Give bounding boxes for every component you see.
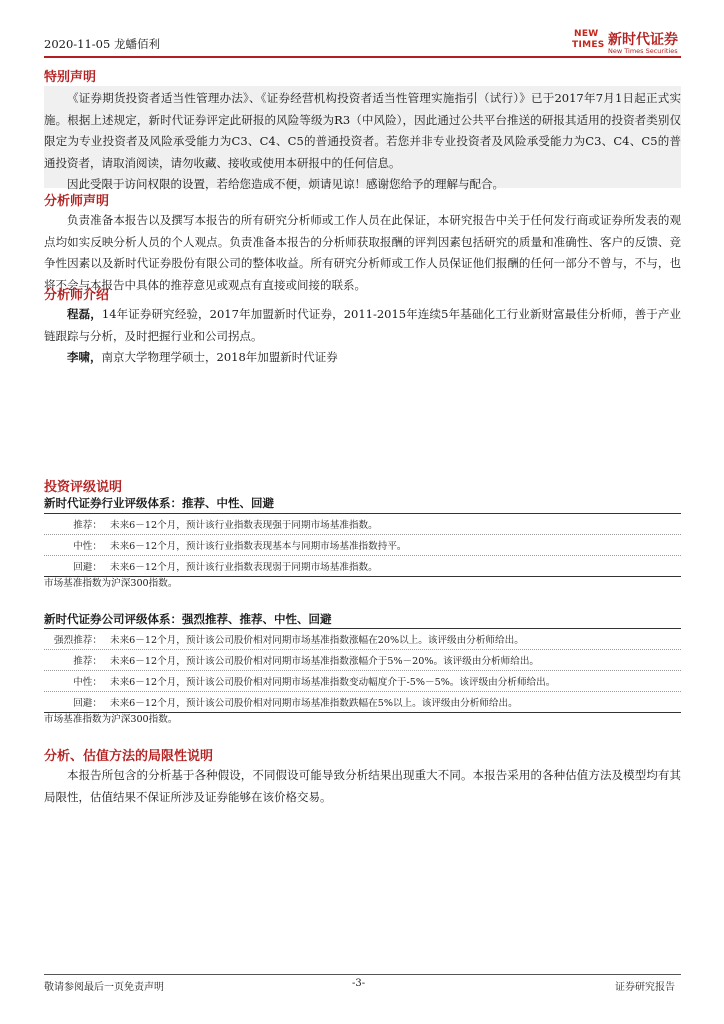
limitation-body — [44, 765, 681, 808]
header-divider — [44, 56, 681, 58]
analyst-intro-1: 程磊，14年证券研究经验，2017年加盟新时代证券，2011-2015年连续5年基础化工行业新财富最佳分析师，善于产业链跟踪与分析，及时把握行业和公司拐点。 — [44, 307, 681, 343]
table-row: 中性： 未来6－12个月，预计该行业指数表现基本与同期市场基准指数持平。 — [44, 535, 681, 556]
footer-divider — [44, 974, 681, 975]
analyst-statement-title: 分析师声明 — [44, 194, 110, 209]
table-row: 推荐： 未来6－12个月，预计该行业指数表现强于同期市场基准指数。 — [44, 514, 681, 535]
analyst-statement-body — [44, 210, 681, 296]
analyst-intro-body — [44, 304, 681, 369]
limitation-title: 分析、估值方法的局限性说明 — [44, 749, 214, 764]
limitation-p1: 本报告所包含的分析基于各种假设，不同假设可能导致分析结果出现重大不同。本报告采用的各种估值方法及模型均有其局限性，估值结果不保证所涉及证券能够在该价格交易。 — [44, 768, 681, 804]
industry-rating-table — [44, 513, 681, 577]
special-statement-title: 特别声明 — [44, 70, 97, 85]
special-statement-body — [44, 88, 681, 196]
company-logo — [572, 28, 684, 58]
company-rating-table — [44, 628, 681, 713]
page-number: -3- — [352, 978, 366, 989]
special-statement-p2: 因此受限于访问权限的设置，若给您造成不便，烦请见谅！感谢您给予的理解与配合。 — [67, 177, 504, 191]
header-date-company: 2020-11-05 龙蟠佰利 — [44, 37, 160, 51]
logo-english-name: New Times Securities — [608, 47, 678, 55]
analyst-statement-p1: 负责准备本报告以及撰写本报告的所有研究分析师或工作人员在此保证，本研究报告中关于任何发行商或证券所发表的观点均如实反映分析人员的个人观点。负责准备本报告的分析师获取报酬的评判因素包括研究的质量和准确性、客户的反馈、竞争性因素以及新时代证券股份有限公司的整体收益。所有研究分析师或工作人员保证他们报酬的任何一部分不曾与，不与，也将不会与本报告中具体的推荐意见或观点有直接或间接的联系。 — [44, 213, 681, 292]
industry-rating-title: 新时代证券行业评级体系：推荐、中性、回避 — [44, 496, 274, 510]
company-rating-title: 新时代证券公司评级体系：强烈推荐、推荐、中性、回避 — [44, 612, 332, 626]
table-row: 推荐： 未来6－12个月，预计该公司股价相对同期市场基准指数涨幅介于5%－20%。该评级由分析师给出。 — [44, 650, 681, 671]
table-row: 回避： 未来6－12个月，预计该行业指数表现弱于同期市场基准指数。 — [44, 556, 681, 577]
table-row: 中性： 未来6－12个月，预计该公司股价相对同期市场基准指数变动幅度介于-5%－5%。该评级由分析师给出。 — [44, 671, 681, 692]
logo-chinese-name: 新时代证券 — [608, 32, 678, 48]
analyst-intro-title: 分析师介绍 — [44, 288, 110, 303]
logo-badge-icon: NEW TIMES — [572, 29, 605, 50]
table-row: 强烈推荐： 未来6－12个月，预计该公司股价相对同期市场基准指数涨幅在20%以上。该评级由分析师给出。 — [44, 629, 681, 650]
industry-benchmark-note: 市场基准指数为沪深300指数。 — [44, 578, 178, 589]
footer-report-type: 证券研究报告 — [615, 982, 675, 993]
special-statement-p1: 《证券期货投资者适当性管理办法》、《证券经营机构投资者适当性管理实施指引（试行）》已于2017年7月1日起正式实施。根据上述规定，新时代证券评定此研报的风险等级为R3（中风险），因此通过公共平台推送的研报其适用的投资者类别仅限定为专业投资者及风险承受能力为C3、C4、C5的普通投资者。若您并非专业投资者及风险承受能力为C3、C4、C5的普通投资者，请取消阅读，请勿收藏、接收或使用本研报中的任何信息。 — [44, 91, 681, 170]
analyst-intro-2: 李啸，南京大学物理学硕士，2018年加盟新时代证券 — [67, 350, 338, 364]
rating-title: 投资评级说明 — [44, 480, 123, 495]
company-benchmark-note: 市场基准指数为沪深300指数。 — [44, 714, 178, 725]
footer-disclaimer-link: 敬请参阅最后一页免责声明 — [44, 982, 164, 993]
table-row: 回避： 未来6－12个月，预计该公司股价相对同期市场基准指数跌幅在5%以上。该评级由分析师给出。 — [44, 692, 681, 713]
